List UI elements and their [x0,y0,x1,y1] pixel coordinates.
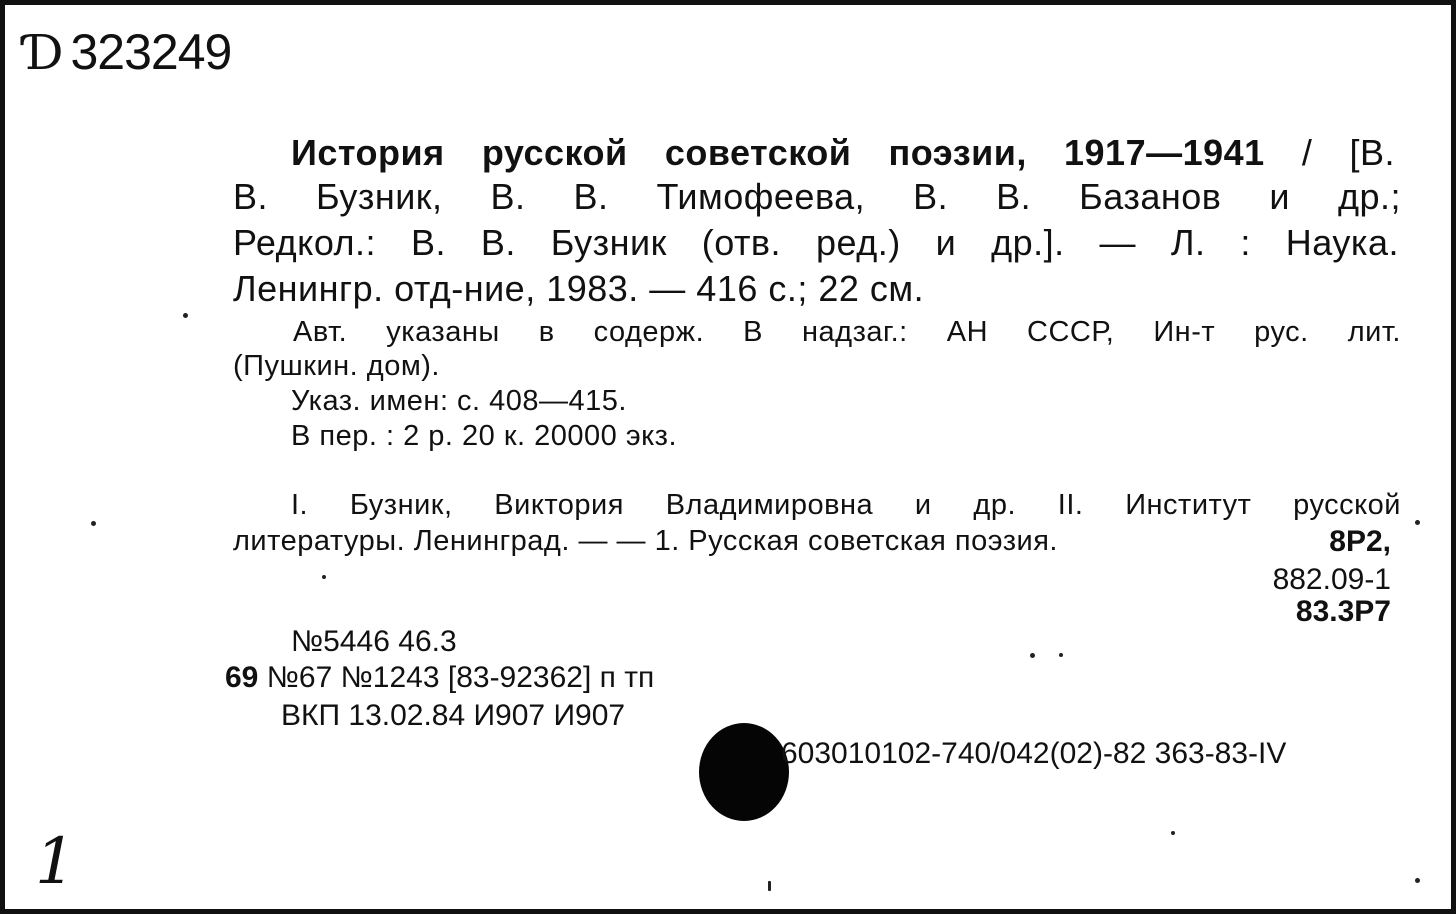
registry-code: 69 [225,661,259,694]
isbn-code: 603010102-740/042(02)-82 363-83-IV [781,737,1287,770]
handwritten-mark: 1 [35,825,76,899]
tracings-line-1: I. Бузник, Виктория Владимировна и др. II. Институт русской [291,489,1401,521]
classification-2: 882.09-1 [1272,563,1391,596]
note-price: В пер. : 2 р. 20 к. 20000 экз. [291,420,677,452]
note-authors: Авт. указаны в содерж. В надзаг.: АН СССР, Ин-т рус. лит. [293,316,1401,348]
registry-numbers: №67 №1243 [83-92362] п тп [266,661,655,694]
speck [91,521,96,526]
speck [768,881,771,891]
accession-number [25,23,231,81]
classification-1: 8Р2, [1329,525,1391,558]
book-title: История русской советской поэзии, 1917—1941 [291,132,1265,173]
registry-line-2 [225,661,654,695]
speck [183,313,188,318]
registry-line-1: №5446 46.3 [291,625,457,658]
accession-value: 323249 [70,24,232,80]
speck [1059,653,1063,657]
speck [1171,831,1175,835]
imprint-line: Ленингр. отд-ние, 1983. — 416 с.; 22 см. [233,268,925,309]
editors-line: Редкол.: В. В. Бузник (отв. ред.) и др.]. — Л. : Наука. [233,222,1399,263]
classification-3: 83.3Р7 [1295,595,1391,628]
authors-line: В. Бузник, В. В. Тимофеева, В. В. Базанов и др.; [233,176,1401,217]
accession-mark: Ɗ [25,25,63,81]
speck [1415,878,1420,883]
title-line [291,131,1395,175]
tracings-line-2: литературы. Ленинград. — — 1. Русская советская поэзия. [233,525,1058,557]
speck [1415,520,1420,525]
note-index: Указ. имен: с. 408—415. [291,385,627,417]
speck [1030,653,1035,658]
punch-hole [699,723,789,821]
speck [322,575,326,579]
registry-line-3: ВКП 13.02.84 И907 И907 [281,699,626,732]
note-house: (Пушкин. дом). [233,350,440,382]
title-line-rest: / [В. [1264,132,1395,173]
